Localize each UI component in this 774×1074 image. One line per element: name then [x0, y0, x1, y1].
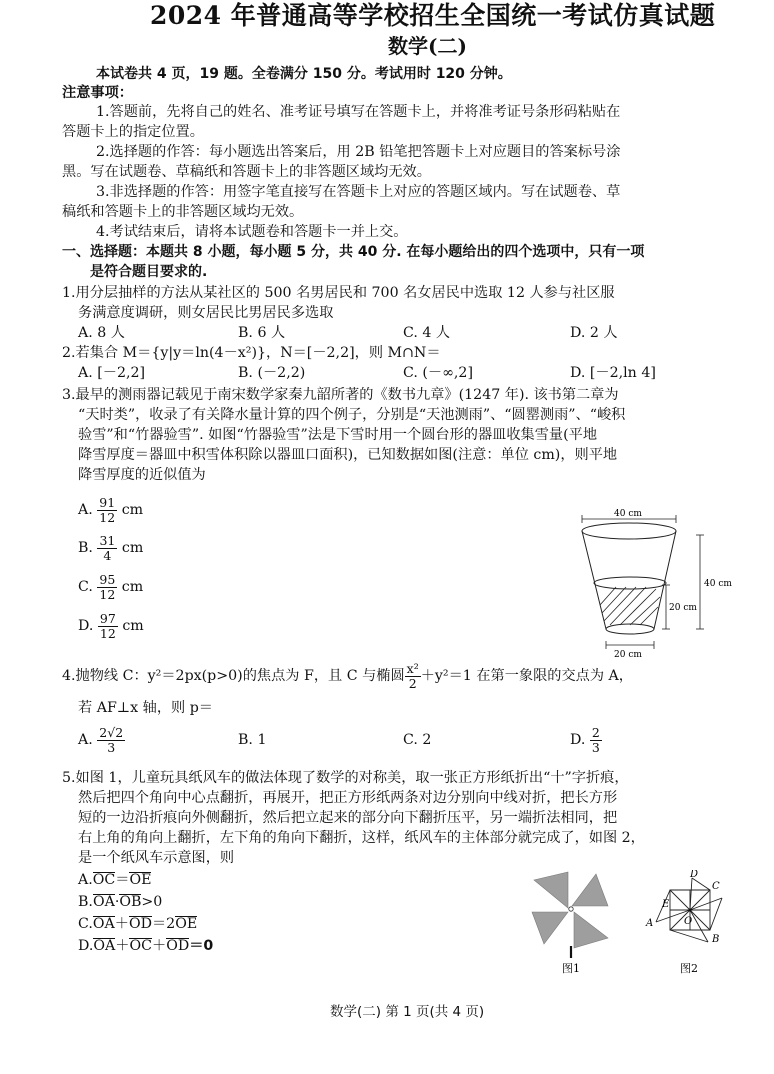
- numerator: 97: [99, 610, 116, 626]
- pinwheel-figure-1: [522, 868, 622, 976]
- pinwheel-figure-2: [640, 870, 740, 976]
- q3-option-b: [78, 530, 143, 566]
- q4-stem-part: 4.抛物线 C：y²＝2px(p>0)的焦点为 F，且 C 与椭圆: [62, 668, 405, 684]
- total-height-label: 40 cm: [704, 579, 732, 589]
- q4-stem: [62, 658, 633, 694]
- note-line: 黑。写在试题卷、草稿纸和答题卡上的非答题区域均无效。: [62, 164, 431, 180]
- q3-option-c: [78, 569, 143, 605]
- vector: OB: [119, 894, 142, 910]
- unit: cm: [122, 618, 144, 634]
- q3-option-a: [78, 492, 143, 528]
- note-line: 稿纸和答题卡上的非答题区域均无效。: [62, 204, 304, 220]
- operator: ＋: [151, 938, 167, 954]
- q5-stem-cont: 短的一边沿折痕向外侧翻折，然后把立起来的部分向下翻折压平，另一端折法相同，把: [78, 810, 618, 826]
- operator: >0: [141, 894, 163, 910]
- numerator: 31: [99, 532, 116, 548]
- option-label: D.: [570, 732, 586, 748]
- denominator: 12: [99, 586, 116, 602]
- note-line: 1.答题前，先将自己的姓名、准考证号填写在答题卡上，并将准考证号条形码粘贴在: [96, 104, 621, 120]
- point-label-e: E: [662, 899, 670, 910]
- denominator: 2: [408, 675, 417, 691]
- operator: ＝: [115, 872, 130, 888]
- vector: OD: [128, 916, 152, 932]
- figure-1-caption: 图1: [562, 962, 580, 975]
- option-label: D.: [78, 618, 94, 634]
- q2-option-c: C. (－∞,2]: [403, 365, 473, 381]
- option-label: B.: [78, 894, 93, 910]
- q3-stem-cont: 降雪厚度＝器皿中积雪体积除以器皿口面积)，已知数据如图(注意：单位 cm)，则平地: [78, 447, 618, 463]
- q4-stem-cont: 若 AF⊥x 轴，则 p＝: [78, 700, 213, 716]
- top-diameter-label: 40 cm: [614, 509, 642, 519]
- q4-option-a: [78, 722, 125, 758]
- q4-option-d: [570, 722, 602, 758]
- q1-option-c: C. 4 人: [403, 325, 451, 341]
- operator: ＋: [115, 938, 130, 954]
- q2-option-b: B. (－2,2): [238, 365, 306, 381]
- numerator: 95: [99, 571, 116, 587]
- q5-stem-cont: 右上角的角向上翻折，左下角的角向下翻折，这样，纸风车的主体部分就完成了，如图 2，: [78, 830, 645, 846]
- q4-option-b: B. 1: [238, 732, 267, 748]
- page-subtitle: 数学(二): [388, 34, 467, 58]
- q2-stem: 2.若集合 M＝{y|y＝ln(4－x²)}，N＝[－2,2]，则 M∩N＝: [62, 345, 441, 361]
- denominator: 3: [591, 739, 600, 755]
- vector: OE: [175, 916, 198, 932]
- denominator: 4: [103, 547, 112, 563]
- fraction: [98, 612, 118, 641]
- point-label-b: B: [712, 934, 720, 945]
- point-label-d: D: [690, 870, 699, 880]
- q3-stem-cont: 降雪厚度的近似值为: [78, 467, 206, 483]
- option-label: B.: [78, 540, 93, 556]
- ellipse-fraction: [405, 662, 421, 691]
- pinwheel-center: [569, 907, 573, 911]
- section-heading-cont: 是符合题目要求的.: [90, 264, 208, 280]
- vector: OC: [129, 938, 152, 954]
- vector: OA: [92, 894, 115, 910]
- note-line: 答题卡上的指定位置。: [62, 124, 204, 140]
- q3-option-d: [78, 608, 144, 644]
- fraction: [97, 534, 117, 563]
- option-label: C.: [78, 579, 93, 595]
- unit: cm: [121, 540, 144, 556]
- vector: OC: [92, 872, 116, 888]
- denominator: 12: [99, 509, 116, 525]
- vector: OD: [166, 938, 190, 954]
- vector: OA: [92, 916, 115, 932]
- operator: ＋: [114, 916, 129, 932]
- denominator: 3: [107, 739, 116, 755]
- snow-hatching: [600, 587, 660, 625]
- option-label: D.: [78, 938, 94, 954]
- fraction: [97, 496, 117, 525]
- point-label-c: C: [712, 881, 720, 892]
- q5-stem-cont: 是一个纸风车示意图，则: [78, 850, 235, 866]
- unit: cm: [121, 502, 144, 518]
- q1-option-d: D. 2 人: [570, 325, 618, 341]
- q5-stem-cont: 然后把四个角向中心点翻折，再展开，把正方形纸两条对边分别向中线对折，把长方形: [78, 790, 618, 806]
- q5-option-b: [78, 892, 162, 912]
- bucket-figure: [570, 505, 745, 663]
- numerator: x²: [406, 660, 419, 676]
- q4-stem-part: ＋y²＝1 在第一象限的交点为 A，: [420, 668, 633, 684]
- note-line: 2.选择题的作答：每小题选出答案后，用 2B 铅笔把答题卡上对应题目的答案标号涂: [96, 144, 621, 160]
- q1-option-b: B. 6 人: [238, 325, 286, 341]
- page-footer: 数学(二) 第 1 页(共 4 页): [330, 1004, 485, 1020]
- numerator: 91: [99, 494, 116, 510]
- q1-stem: 1.用分层抽样的方法从某社区的 500 名男居民和 700 名女居民中选取 12 人参与社区服: [62, 285, 615, 301]
- bottom-diameter-label: 20 cm: [614, 650, 642, 660]
- numerator: 2√2: [99, 724, 124, 740]
- option-label: A.: [78, 872, 93, 888]
- notes-heading: 注意事项：: [62, 85, 133, 101]
- operator: ＝2: [151, 916, 176, 932]
- option-label: A.: [78, 502, 93, 518]
- unit: cm: [121, 579, 144, 595]
- point-label-a: A: [646, 918, 654, 929]
- q4-option-c: C. 2: [403, 732, 432, 748]
- vector: OA: [93, 938, 116, 954]
- q5-stem: 5.如图 1，儿童玩具纸风车的做法体现了数学的对称美，取一张正方形纸折出“十”字折痕，: [62, 770, 629, 786]
- q5-option-c: [78, 914, 197, 934]
- option-label: A.: [78, 732, 93, 748]
- q5-option-d: [78, 936, 213, 956]
- fraction: [590, 726, 602, 755]
- page-title: 2024 年普通高等学校招生全国统一考试仿真试题: [150, 1, 716, 30]
- snow-height-label: 20 cm: [669, 603, 697, 613]
- denominator: 12: [99, 625, 116, 641]
- q3-stem-cont: “天时类”，收录了有关降水量计算的四个例子，分别是“天池测雨”、“圆罂测雨”、“峻积: [78, 407, 626, 423]
- numerator: 2: [591, 724, 600, 740]
- option-label: C.: [78, 916, 93, 932]
- note-line: 3.非选择题的作答：用签字笔直接写在答题卡上对应的答题区域内。写在试题卷、草: [96, 184, 621, 200]
- exam-intro: 本试卷共 4 页，19 题。全卷满分 150 分。考试用时 120 分钟。: [96, 66, 512, 82]
- note-line: 4.考试结束后，请将本试题卷和答题卡一并上交。: [96, 224, 408, 240]
- vector: OE: [129, 872, 152, 888]
- q1-stem-cont: 务满意度调研，则女居民比男居民多选取: [78, 305, 334, 321]
- fraction: [97, 573, 117, 602]
- figure-2-caption: 图2: [680, 962, 698, 975]
- q1-option-a: A. 8 人: [78, 325, 125, 341]
- point-label-o: O: [684, 916, 693, 927]
- q2-option-d: D. [－2,ln 4]: [570, 365, 656, 381]
- fraction: [97, 726, 125, 755]
- operator: ·: [114, 894, 120, 910]
- section-heading: 一、选择题：本题共 8 小题，每小题 5 分，共 40 分. 在每小题给出的四个选项中，只有一项: [62, 244, 645, 260]
- q5-option-a: [78, 870, 151, 890]
- operator: ＝0: [189, 938, 214, 954]
- q2-option-a: A. [－2,2]: [78, 365, 146, 381]
- q3-stem-cont: 验雪”和“竹器验雪”. 如图“竹器验雪”法是下雪时用一个圆台形的器皿收集雪量(平地: [78, 427, 598, 443]
- q3-stem: 3.最早的测雨器记载见于南宋数学家秦九韶所著的《数书九章》(1247 年). 该书第二章为: [62, 387, 619, 403]
